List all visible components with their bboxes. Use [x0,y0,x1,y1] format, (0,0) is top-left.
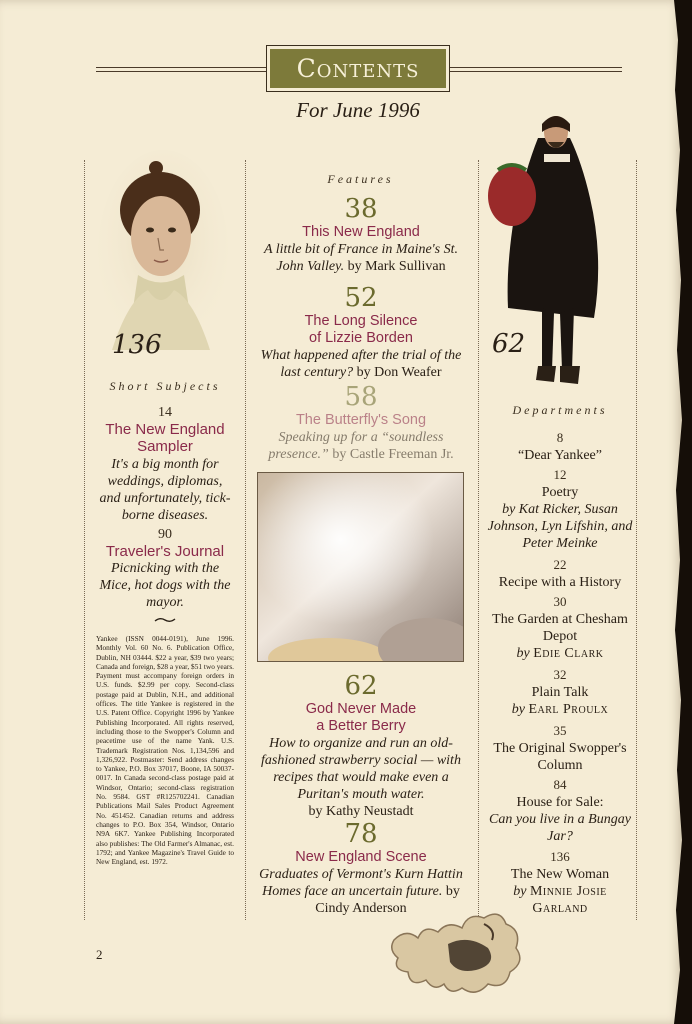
dept-title: The Original Swopper's Column [493,741,627,773]
feature-better-berry[interactable] [252,671,470,820]
short-subject-dek: Picnicking with the Mice, hot dogs with the mayor. [99,561,231,610]
dept-garden[interactable] [486,593,634,662]
feature-page: 62 [344,671,378,701]
contents-header [266,45,450,92]
dept-title: The New Woman [510,867,610,882]
dept-title: The Garden at Chesham Depot [492,612,628,644]
puzzle-piece-image [388,904,528,1000]
dept-page: 136 [550,849,570,864]
header-rule-left [96,67,266,68]
dept-title: House for Sale: [516,795,604,810]
column-divider-mid-left [245,160,246,920]
column-divider-left [84,160,85,920]
torn-edge [674,0,692,1024]
short-subjects-heading: Short Subjects [109,379,221,393]
ornament-icon [154,616,176,624]
short-subject-title: Traveler's Journal [105,543,225,560]
short-subject-page: 14 [158,405,172,420]
dept-by: by [513,884,527,899]
feature-page: 38 [344,194,378,224]
feature-photo [257,472,464,662]
feature-title: This New England [302,224,420,240]
feature-page: 78 [344,819,378,849]
short-subject-page: 90 [158,527,172,542]
issue-date: For June 1996 [296,98,420,122]
header-rule-left-2 [96,71,266,72]
dept-contributors: by Kat Ricker, Susan Johnson, Lyn Lifshin, and Peter Meinke [487,502,633,551]
dept-page: 35 [553,723,567,738]
dept-title: Recipe with a History [498,575,622,590]
dept-author: Earl Proulx [528,702,609,717]
dept-author: Edie Clark [533,646,604,661]
contents-title: Contents [270,49,446,88]
feature-butterflys-song[interactable] [252,382,470,463]
short-subject-sampler[interactable] [96,405,234,524]
publication-fine-print: Yankee (ISSN 0044-0191), June 1996. Monthly Vol. 60 No. 6. Publication Office, Dublin, NH 03444. $22 a year, $39 two years; Canada and foreign, $28 a year, $51 two years. Payment must accompany foreign orders in U.S. funds. $2.99 per copy. Second-class postage paid at Dublin, N.H., and additional offices. The title Yankee is registered in the U.S. Patent Office. Copyright 1996 by Yankee Publishing Incorporated. All rights reserved, including those to the Swopper's Column and peacetime use of the name Yank. U.S. Trademark Registration Nos. 1,134,596 and 1,326,922. Postmaster: Send address changes to Yankee, P.O. Box 37017, Boone, IA 50037-0017. In Canada second-class postage paid at Windsor, Ontario; second-class registration No. 9584. GST #R125702241. Canadian Publications Mail Sales Product Agreement No. 451452. Canadian returns and address changes to P.O. Box 354, Windsor, Ontario N9A 6K7. Yankee Publishing Incorporated also publishes: The Old Farmer's Almanac, est. 1792; and Yankee Magazine's Travel Guide to New England, est. 1972. [96,634,234,867]
feature-byline: by Kathy Neustadt [308,804,414,819]
portrait-page-number: 136 [112,330,162,360]
dept-page: 12 [553,467,567,482]
dept-plain-talk[interactable] [486,666,634,718]
features-heading: Features [327,172,394,186]
dept-poetry[interactable] [486,466,634,552]
dept-page: 84 [553,777,567,792]
dept-page: 22 [553,557,567,572]
dept-dear-yankee[interactable] [486,429,634,464]
short-subject-dek: It's a big month for weddings, diplomas, and unfortunately, tick-borne diseases. [99,457,231,523]
feature-dek: How to organize and run an old-fashioned strawberry social — with recipes that would make even a Puritan's mouth water. [261,736,461,802]
feature-title: The Butterfly's Song [295,412,427,428]
pilgrim-page-number: 62 [492,329,526,359]
feature-title: New England Scene [295,849,427,865]
page-number: 2 [96,947,103,962]
header-rule-right [450,67,622,68]
woman-portrait-image [98,150,228,360]
feature-this-new-england[interactable] [252,194,470,275]
feature-dek: A little bit of France in Maine's St. John Valley. by Mark Sullivan [263,242,459,274]
dept-house-for-sale[interactable] [486,776,634,845]
feature-page: 52 [344,283,378,313]
dept-page: 32 [553,667,567,682]
dept-by: by [516,646,530,661]
dept-subtitle: Can you live in a Bungay Jar? [489,812,631,844]
feature-title: The Long Silence of Lizzie Borden [304,313,418,346]
dept-title: Poetry [541,485,579,500]
column-divider-right [636,160,637,920]
dept-title: Plain Talk [531,685,589,700]
feature-new-england-scene[interactable] [252,819,470,917]
feature-title: God Never Made a Better Berry [305,701,417,734]
feature-page: 58 [344,382,378,412]
feature-lizzie-borden[interactable] [252,283,470,381]
feature-dek: Graduates of Vermont's Kurn Hattin Homes face an uncertain future. by Cindy Anderson [259,867,463,916]
departments-heading: Departments [512,403,608,417]
dept-title: “Dear Yankee” [518,448,602,463]
dept-swoppers-column[interactable] [486,722,634,774]
short-subject-travelers-journal[interactable] [96,527,234,611]
feature-dek: What happened after the trial of the last century? by Don Weafer [260,348,462,380]
feature-dek: Speaking up for a “soundless presence.” by Castle Freeman Jr. [268,430,454,462]
column-divider-mid-right [478,160,479,920]
short-subject-title: The New England Sampler [105,421,225,455]
dept-by: by [511,702,525,717]
dept-page: 30 [553,594,567,609]
dept-page: 8 [556,430,564,445]
dept-recipe[interactable] [486,556,634,591]
dept-author: Minnie Josie Garland [529,884,607,916]
header-rule-right-2 [450,71,622,72]
